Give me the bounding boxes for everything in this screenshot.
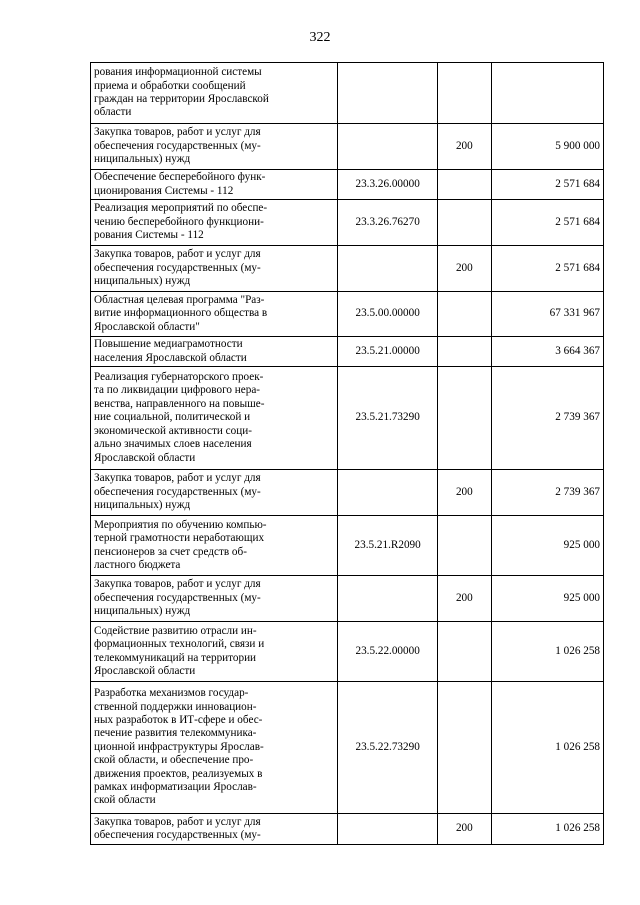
row-expense-type bbox=[437, 516, 491, 576]
row-expense-type bbox=[437, 682, 491, 814]
table-row bbox=[91, 516, 604, 576]
row-sum: 2 571 684 bbox=[491, 246, 603, 292]
row-code: 23.5.21.00000 bbox=[338, 337, 438, 367]
row-expense-type bbox=[437, 337, 491, 367]
row-code: 23.5.00.00000 bbox=[338, 292, 438, 337]
row-name: Разработка механизмов государ- ственной поддержки инновацион- ных разработок в ИТ-сфере и обес- печение развития телекоммуника- ционной инфраструктуры Ярослав- ской области, и обеспечение про- движения проектов, реализуемых в рамках информатизации Ярослав- ской области bbox=[91, 682, 338, 814]
row-sum: 5 900 000 bbox=[491, 124, 603, 170]
row-code: 23.5.21.R2090 bbox=[338, 516, 438, 576]
table-row bbox=[91, 337, 604, 367]
row-name: Реализация губернаторского проек- та по ликвидации цифрового нера- венства, направленного на повыше- ние социальной, политической и экономической активности соци- ально значимых слоев населения Ярославской области bbox=[91, 367, 338, 470]
row-code: 23.5.21.73290 bbox=[338, 367, 438, 470]
row-expense-type: 200 bbox=[437, 576, 491, 622]
budget-table bbox=[90, 62, 604, 845]
row-name: Закупка товаров, работ и услуг для обеспечения государственных (му- ниципальных) нужд bbox=[91, 124, 338, 170]
row-sum: 2 739 367 bbox=[491, 367, 603, 470]
table-row bbox=[91, 367, 604, 470]
row-sum: 2 571 684 bbox=[491, 170, 603, 200]
row-name: Закупка товаров, работ и услуг для обеспечения государственных (му- ниципальных) нужд bbox=[91, 576, 338, 622]
row-name: Закупка товаров, работ и услуг для обеспечения государственных (му- bbox=[91, 814, 338, 845]
page-number: 322 bbox=[309, 30, 331, 45]
row-name: Областная целевая программа "Раз- витие информационного общества в Ярославской области" bbox=[91, 292, 338, 337]
row-expense-type: 200 bbox=[437, 246, 491, 292]
table-row bbox=[91, 63, 604, 124]
row-expense-type: 200 bbox=[437, 124, 491, 170]
row-sum: 2 739 367 bbox=[491, 470, 603, 516]
table-row bbox=[91, 470, 604, 516]
table-row bbox=[91, 622, 604, 682]
row-code: 23.5.22.00000 bbox=[338, 622, 438, 682]
row-sum: 67 331 967 bbox=[491, 292, 603, 337]
row-sum: 1 026 258 bbox=[491, 814, 603, 845]
row-sum: 1 026 258 bbox=[491, 622, 603, 682]
row-name: Мероприятия по обучению компью- терной грамотности неработающих пенсионеров за счет средств об- ластного бюджета bbox=[91, 516, 338, 576]
row-name: Закупка товаров, работ и услуг для обеспечения государственных (му- ниципальных) нужд bbox=[91, 470, 338, 516]
row-sum: 925 000 bbox=[491, 576, 603, 622]
row-sum: 2 571 684 bbox=[491, 200, 603, 246]
row-name: Закупка товаров, работ и услуг для обеспечения государственных (му- ниципальных) нужд bbox=[91, 246, 338, 292]
row-code bbox=[338, 124, 438, 170]
table-row bbox=[91, 200, 604, 246]
row-name: Повышение медиаграмотности населения Ярославской области bbox=[91, 337, 338, 367]
row-name: рования информационной системы приема и обработки сообщений граждан на территории Ярославской области bbox=[91, 63, 338, 124]
table-row bbox=[91, 292, 604, 337]
table-row bbox=[91, 170, 604, 200]
row-name: Реализация мероприятий по обеспе- чению бесперебойного функциони- рования Системы - 112 bbox=[91, 200, 338, 246]
row-name: Содействие развитию отрасли ин- формационных технологий, связи и телекоммуникаций на территории Ярославской области bbox=[91, 622, 338, 682]
row-expense-type bbox=[437, 63, 491, 124]
row-code: 23.3.26.76270 bbox=[338, 200, 438, 246]
row-expense-type: 200 bbox=[437, 814, 491, 845]
row-code: 23.3.26.00000 bbox=[338, 170, 438, 200]
table-row bbox=[91, 124, 604, 170]
row-expense-type bbox=[437, 170, 491, 200]
table-row bbox=[91, 576, 604, 622]
row-code bbox=[338, 246, 438, 292]
table-row bbox=[91, 682, 604, 814]
table-row bbox=[91, 814, 604, 845]
row-name: Обеспечение бесперебойного функ- ционирования Системы - 112 bbox=[91, 170, 338, 200]
row-sum: 3 664 367 bbox=[491, 337, 603, 367]
row-expense-type bbox=[437, 200, 491, 246]
row-expense-type: 200 bbox=[437, 470, 491, 516]
row-sum bbox=[491, 63, 603, 124]
row-expense-type bbox=[437, 622, 491, 682]
table-row bbox=[91, 246, 604, 292]
row-sum: 925 000 bbox=[491, 516, 603, 576]
row-code bbox=[338, 470, 438, 516]
row-expense-type bbox=[437, 367, 491, 470]
row-code bbox=[338, 576, 438, 622]
row-code bbox=[338, 63, 438, 124]
row-code: 23.5.22.73290 bbox=[338, 682, 438, 814]
row-code bbox=[338, 814, 438, 845]
row-sum: 1 026 258 bbox=[491, 682, 603, 814]
row-expense-type bbox=[437, 292, 491, 337]
